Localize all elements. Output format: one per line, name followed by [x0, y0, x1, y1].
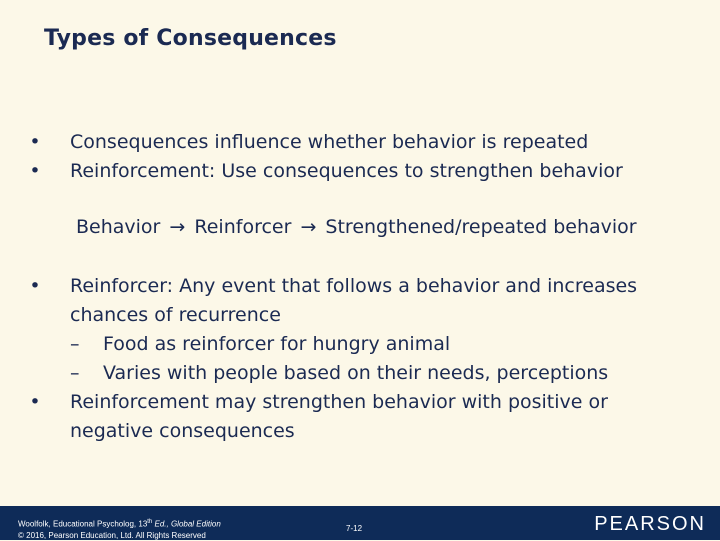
top-bullet-list — [28, 128, 708, 186]
page-number: 7-12 — [346, 524, 363, 533]
citation-superscript: th — [147, 519, 153, 525]
bullet-text-line: Reinforcement may strengthen behavior with positive or — [70, 391, 608, 413]
arrow-right-icon: → — [300, 216, 317, 238]
bullet-item — [28, 128, 708, 157]
sub-bullet-text: Varies with people based on their needs, perceptions — [103, 362, 609, 384]
sub-bullet-text: Food as reinforcer for hungry animal — [103, 333, 451, 355]
bullet-marker: • — [29, 160, 41, 182]
bullet-text-line: Reinforcer: Any event that follows a behavior and increases — [70, 275, 638, 297]
sub-bullet-marker: – — [70, 333, 80, 355]
sub-bullet-item — [28, 330, 708, 359]
bullet-text: Consequences influence whether behavior is repeated — [70, 131, 589, 153]
citation-line-1 — [18, 517, 221, 530]
bullet-marker: • — [29, 275, 41, 297]
bullet-item — [28, 272, 708, 330]
sub-bullet-marker: – — [70, 362, 80, 384]
bottom-bullet-list — [28, 272, 708, 446]
flow-step-result: Strengthened/repeated behavior — [325, 216, 637, 238]
reinforcement-flow — [76, 213, 637, 242]
bullet-item — [28, 157, 708, 186]
bullet-item — [28, 388, 708, 446]
citation-edition: Ed., Global Edition — [152, 519, 221, 529]
pearson-logo: PEARSON — [594, 513, 706, 535]
bullet-text-line: chances of recurrence — [70, 304, 281, 326]
bullet-text: Reinforcement: Use consequences to strengthen behavior — [70, 160, 623, 182]
arrow-right-icon: → — [169, 216, 186, 238]
citation-text: Woolfolk, Educational Psycholog, 13 — [18, 519, 148, 529]
sub-bullet-item — [28, 359, 708, 388]
bullet-text-line: negative consequences — [70, 420, 295, 442]
footer-citation — [18, 517, 221, 541]
bullet-marker: • — [29, 131, 41, 153]
bullet-marker: • — [29, 391, 41, 413]
flow-step-behavior: Behavior — [76, 216, 161, 238]
citation-line-2: © 2016, Pearson Education, Ltd. All Rights Reserved — [18, 530, 206, 540]
slide-title: Types of Consequences — [44, 26, 337, 51]
footer-bar — [0, 506, 720, 540]
flow-step-reinforcer: Reinforcer — [194, 216, 292, 238]
